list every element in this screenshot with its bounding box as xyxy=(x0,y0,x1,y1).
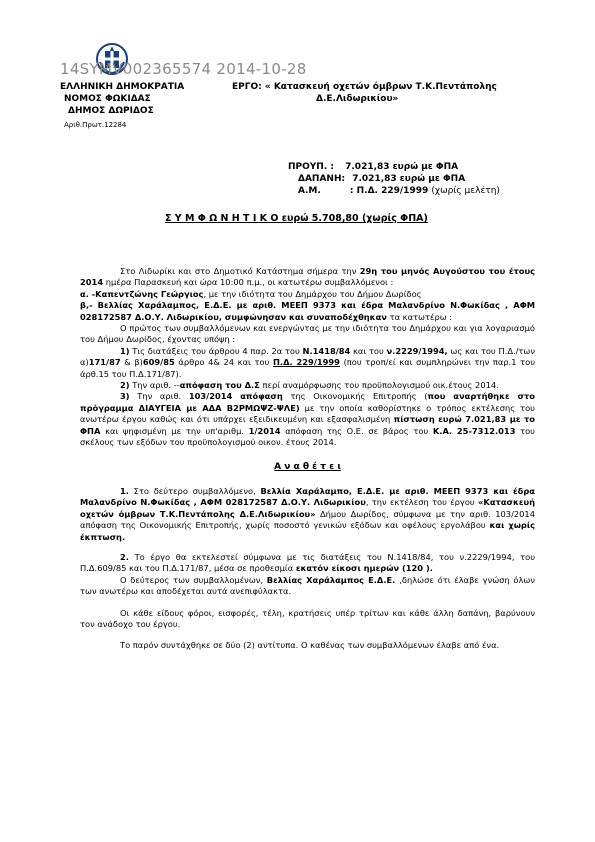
project-header xyxy=(232,81,497,93)
assigns-heading: Α ν α θ έ τ ε ι xyxy=(274,461,341,472)
consideration-item-1: 1) Τις διατάξεις του άρθρου 4 παρ. 2α του Ν.1418/84 και του ν.2229/1994, ως και του Π.Δ./των α)171/87 & β)609/85 άρθρο 4& 24 και του Π.Δ. 229/1999 (που τροπ/εί και συμπληρώνει την παρ.1 του άρθ.15 του Π.Δ.171/87). xyxy=(80,345,536,379)
am-value: : Π.Δ. 229/1999 xyxy=(349,186,429,196)
copies-paragraph: Το παρόν συντάχθηκε σε δύο (2) αντίτυπα. Ο καθένας των συμβαλλόμενων έλαβε από ένα. xyxy=(120,640,500,651)
party-b: β,- Βελλίας Χαράλαμπος, Ε.Δ.Ε. με αριθ. ΜΕΕΠ 9373 και έδρα Μαλανδρίνο Ν.Φωκίδας , ΑΦΜ 028172587 Δ.Ο.Υ. Λιδωρικίου, συμφώνησαν και συναποδέχθηκαν τα κατωτέρω : xyxy=(80,300,535,322)
am-label: Α.Μ. xyxy=(298,186,321,196)
municipality-name: ΔΗΜΟΣ ΔΩΡΙΔΟΣ xyxy=(68,106,154,116)
consideration-item-3: 3) Την αριθ. 103/2014 απόφαση της Οικονομικής Επιτροπής (που αναρτήθηκε στο πρόγραμμα ΔΙΑΥΓΕΙΑ με ΑΔΑ Β2ΡΜΩΨΖ-ΨΛΕ) με την οποία καθορίστηκε ο τρόπος εκτέλεσης του ανωτέρω έργου καθώς και ότι υπάρχει εξειδικευμένη και εξασφαλισμένη πίστωση ευρώ 7.021,83 με το ΦΠΑ και ψηφισμένη με την υπ'αριθμ. 1/2014 απόφαση της Ο.Ε. σε βάρος του Κ.Α. 25-7312.013 του σκέλους των εξόδων του προϋπολογισμού οικον. έτους 2014. xyxy=(80,391,536,448)
prefecture-name: ΝΟΜΟΣ ΦΩΚΙΔΑΣ xyxy=(64,94,151,104)
assignment-item-2-contractor: Ο δεύτερος των συμβαλλομένων, Βελλίας Χαράλαμπος Ε.Δ.Ε. ,δηλώσε ότι έλαβε γνώση όλων των ανωτέρω και αποδέχεται αυτά ανεπιφύλακτα. xyxy=(80,574,535,597)
protocol-number: Αριθ.Πρωτ.12284 xyxy=(64,121,127,129)
budget-label: ΠΡΟΥΠ. : xyxy=(288,162,334,172)
project-label: ΕΡΓΟ: xyxy=(232,82,262,92)
assignment-item-1: 1. Στο δεύτερο συμβαλλόμενο, Βελλία Χαράλαμπο, Ε.Δ.Ε. με αριθ. ΜΕΕΠ 9373 και έδρα Μαλανδρίνο Ν.Φωκίδας , ΑΦΜ 028172587 Δ.Ο.Υ. Λιδωρικίου, την εκτέλεση του έργου «Κατασκευή οχετών όμβρων Τ.Κ.Πεντάπολης Δ.Ε.Λιδωρικίου» Δήμου Δωρίδος, σύμφωνα με την αριθ. 103/2014 απόφαση της Οικονομικής Επιτροπής, χωρίς ποσοστό γενικών εξόδων και οφέλους εργολάβου και χωρίς έκπτωση. xyxy=(80,485,535,542)
am-note: (χωρίς μελέτη) xyxy=(431,186,500,196)
expense-label: ΔΑΠΑΝΗ: xyxy=(298,174,346,184)
project-title-line2: Δ.Ε.Λιδωρικίου» xyxy=(316,94,399,104)
contract-body xyxy=(80,266,535,652)
expense-value: 7.021,83 ευρώ με ΦΠΑ xyxy=(352,174,466,184)
fees-paragraph: Οι κάθε είδους φόροι, εισφορές, τέλη, κρατήσεις υπέρ τρίτων και κάθε άλλη δαπάνη, βαρύνουν τον ανάδοχο του έργου. xyxy=(80,607,535,629)
budget-value: 7.021,83 ευρώ με ΦΠΑ xyxy=(345,162,459,172)
project-title-line1: « Κατασκευή οχετών όμβρων Τ.Κ.Πεντάπολης xyxy=(264,82,497,92)
contract-title: Σ Υ Μ Φ Ω Ν Η Τ Ι Κ Ο ευρώ 5.708,80 (χωρίς ΦΠΑ) xyxy=(165,213,428,224)
diavgeia-stamp: 14SYMV002365574 2014-10-28 xyxy=(60,60,307,78)
consideration-item-2: 2) Την αριθ. --απόφαση του Δ.Σ περί αναμόρφωσης του προϋπολογισμού οικ.έτους 2014. xyxy=(120,380,499,391)
budget-block xyxy=(288,161,500,197)
party-a: α. -Καπεντζώνης Γεώργιος, με την ιδιότητα του Δημάρχου του Δήμου Δωρίδος xyxy=(80,288,422,299)
assignment-item-2: 2. Το έργο θα εκτελεστεί σύμφωνα με τις διατάξεις του Ν.1418/84, του ν.2229/1994, του Π.Δ.609/85 και του Π.Δ.171/87, μέσα σε προθεσμία εκατόν είκοσι ημερών (120 ). xyxy=(80,551,535,574)
intro-paragraph: Στο Λιδωρίκι και στο Δημοτικό Κατάστημα σήμερα την 29η του μηνός Αυγούστου του έτους 2014 ημέρα Παρασκευή και ώρα 10:00 π.μ., οι κατωτέρω συμβαλλόμενοι : xyxy=(80,266,535,288)
considerations-paragraph: Ο πρώτος των συμβαλλόμενων και ενεργώντας με την ιδιότητα του Δημάρχου και για λογαριασμό του Δήμου Δωρίδος, έχοντας υπόψη : xyxy=(80,323,535,345)
left-header xyxy=(60,81,184,131)
country-name: ΕΛΛΗΝΙΚΗ ΔΗΜΟΚΡΑΤΙΑ xyxy=(60,82,185,92)
